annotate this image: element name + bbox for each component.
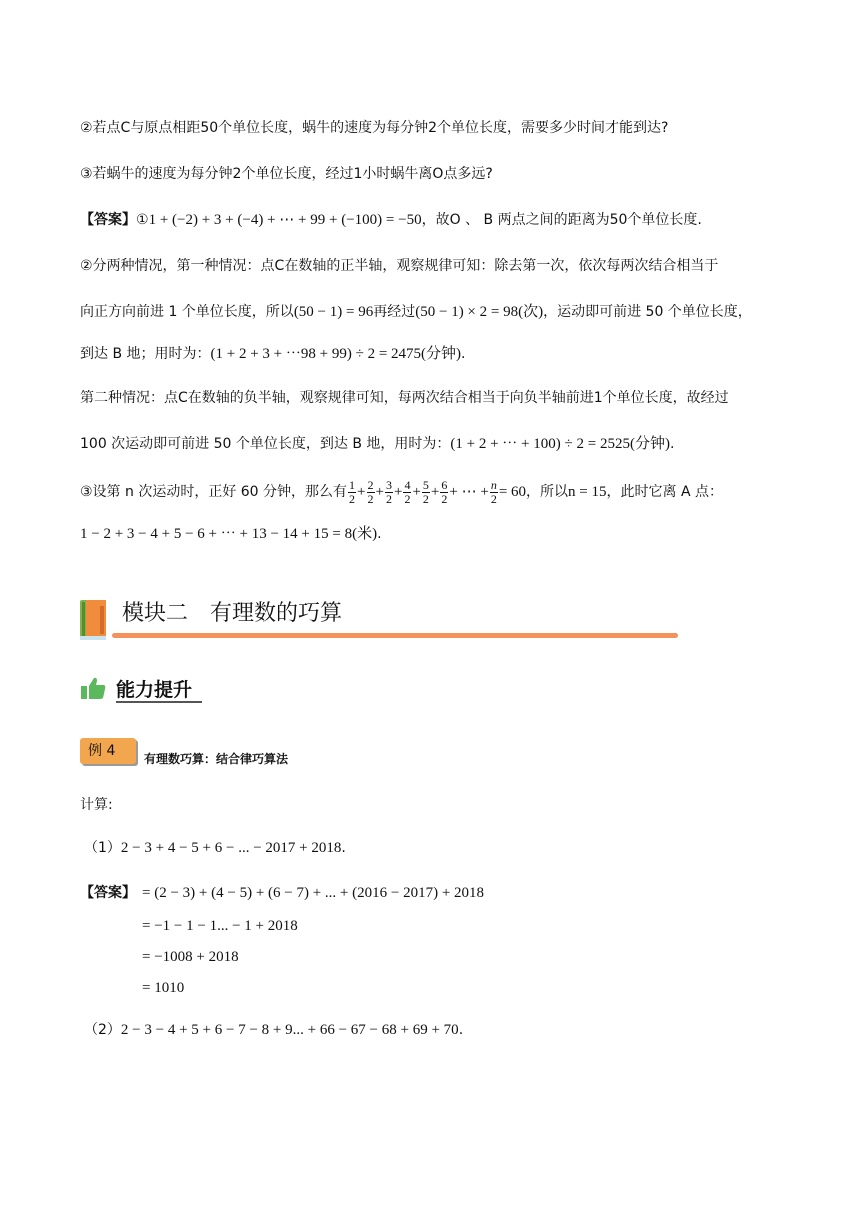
answer-2-text-e: . [461,346,466,362]
thumbs-up-icon [80,676,106,700]
answer-2-text-g: . [669,436,675,452]
answer-2-line-1: ②分两种情况，第一种情况：点C在数轴的正半轴，观察规律可知：除去第一次，依次每两次结合相当于 [80,258,719,274]
problem-1-answer-label: 【答案】 [80,885,136,901]
problem-2-expression: 2 − 3 − 4 + 5 + 6 − 7 − 8 + 9... + 66 − 67 − 68 + 69 + 70 [120,1022,459,1038]
problem-1-expression: 2 − 3 + 4 − 5 + 6 − ... − 2017 + 2018 [120,840,342,856]
answer-2-line-2 [80,302,752,322]
answer-label: 【答案】 [80,212,136,228]
answer-2-text-a: 向正方向前进 1 个单位长度，所以 [80,304,294,320]
fraction-numerator: 5 [422,477,429,492]
fraction-numerator: 1 [349,477,356,492]
answer-2-text-f: 100 次运动即可前进 50 个单位长度，到达 B 地，用时为： [80,436,451,452]
answer-2-expr-4: (1 + 2 + ⋯ + 100) ÷ 2 = 2525(分钟) [450,436,670,452]
fraction-denominator: 2 [422,491,429,506]
fraction-numerator: n [490,477,497,492]
problem-1-step-1: = (2 − 3) + (4 − 5) + (6 − 7) + ... + (2016 − 2017) + 2018 [142,885,485,901]
answer-2-line-5 [80,434,674,454]
answer-2-expr-1: (50 − 1) = 96 [293,304,374,320]
question-3: ③若蜗牛的速度为每分钟2个单位长度，经过1小时蜗牛离O点多远? [80,166,493,182]
fraction-denominator: 2 [385,491,392,506]
answer-1-text: ，故O 、 B 两点之间的距离为50个单位长度. [421,212,702,228]
module-title: 模块二 有理数的巧算 [122,601,343,626]
fraction [490,479,498,506]
problem-2 [84,1020,463,1040]
example-badge: 例 4 [80,738,136,764]
answer-1-line [80,210,702,230]
answer-3-end: . [377,526,382,542]
module-underline [112,633,678,638]
answer-2-line-4: 第二种情况：点C在数轴的负半轴，观察规律可知，每两次结合相当于向负半轴前进1个单位长度，故经过 [80,390,729,406]
answer-3-text-b: ，所以 [526,484,569,500]
problem-2-label: （2） [84,1022,121,1038]
fraction [403,479,411,506]
problem-1-end: . [341,840,346,856]
problem-1-step-2: = −1 − 1 − 1... − 1 + 2018 [142,918,298,934]
fraction-denominator: 2 [441,491,448,506]
answer-3-n: n = 15 [568,484,607,500]
answer-2-text-b: 再经过 [373,304,416,320]
fraction-numerator: 6 [441,477,448,492]
problem-2-end: . [458,1022,464,1038]
answer-3-expression: 1 − 2 + 3 − 4 + 5 − 6 + ⋯ + 13 − 14 + 15 = 8(米) [80,526,378,542]
question-2: ②若点C与原点相距50个单位长度，蜗牛的速度为每分钟2个单位长度，需要多少时间才能到达? [80,120,669,136]
answer-1-expression: 1 + (−2) + 3 + (−4) + ⋯ + 99 + (−100) = −50 [148,212,422,228]
answer-3-line-1: ③设第 n 次运动时，正好 60 分钟，那么有 $\frac{1}{2}$ + $\frac{2}{2}$ + $\frac{3}{2}$ + $\frac{4}{2}$ + $\frac{5}{2}$ + $\frac{6}{2}$ + ⋯ + $\frac{n}{2}$ = 60，所以n = 15，此时它离 A 点： [80,477,723,506]
skill-underline [116,701,202,703]
problem-1-step-4: = 1010 [142,980,185,996]
answer-3-text-a: ③设第 n 次运动时，正好 60 分钟，那么有 [80,484,348,500]
fraction [385,479,393,506]
answer-2-expr-3: (1 + 2 + 3 + ⋯98 + 99) ÷ 2 = 2475(分钟) [210,346,462,362]
answer-2-text-d: 到达 B 地；用时为： [80,346,211,362]
problem-1-label: （1） [84,840,121,856]
skill-title: 能力提升 [116,679,193,701]
answer-1-circle: ① [136,212,149,228]
fraction-denominator: 2 [490,491,497,506]
fraction [440,479,448,506]
fraction-denominator: 2 [367,491,374,506]
answer-3-text-c: ，此时它离 A 点： [606,484,723,500]
example-title: 有理数巧算：结合律巧算法 [144,752,289,766]
fraction [367,479,375,506]
answer-2-line-3 [80,344,465,364]
answer-2-expr-2: (50 − 1) × 2 = 98(次) [415,304,544,320]
problem-1 [84,838,346,858]
fraction [422,479,430,506]
calc-label: 计算: [80,797,113,813]
answer-2-text-c: ，运动即可前进 50 个单位长度， [543,304,752,320]
problem-1-step-3: = −1008 + 2018 [142,949,239,965]
fraction-denominator: 2 [404,491,411,506]
answer-3-line-2 [80,524,382,544]
fraction-numerator: 2 [367,477,374,492]
fraction-numerator: 4 [404,477,411,492]
book-icon [78,598,110,642]
fraction-numerator: 3 [385,477,392,492]
answer-3-eq: = 60 [498,484,527,500]
fraction-denominator: 2 [349,491,356,506]
fraction [348,479,356,506]
